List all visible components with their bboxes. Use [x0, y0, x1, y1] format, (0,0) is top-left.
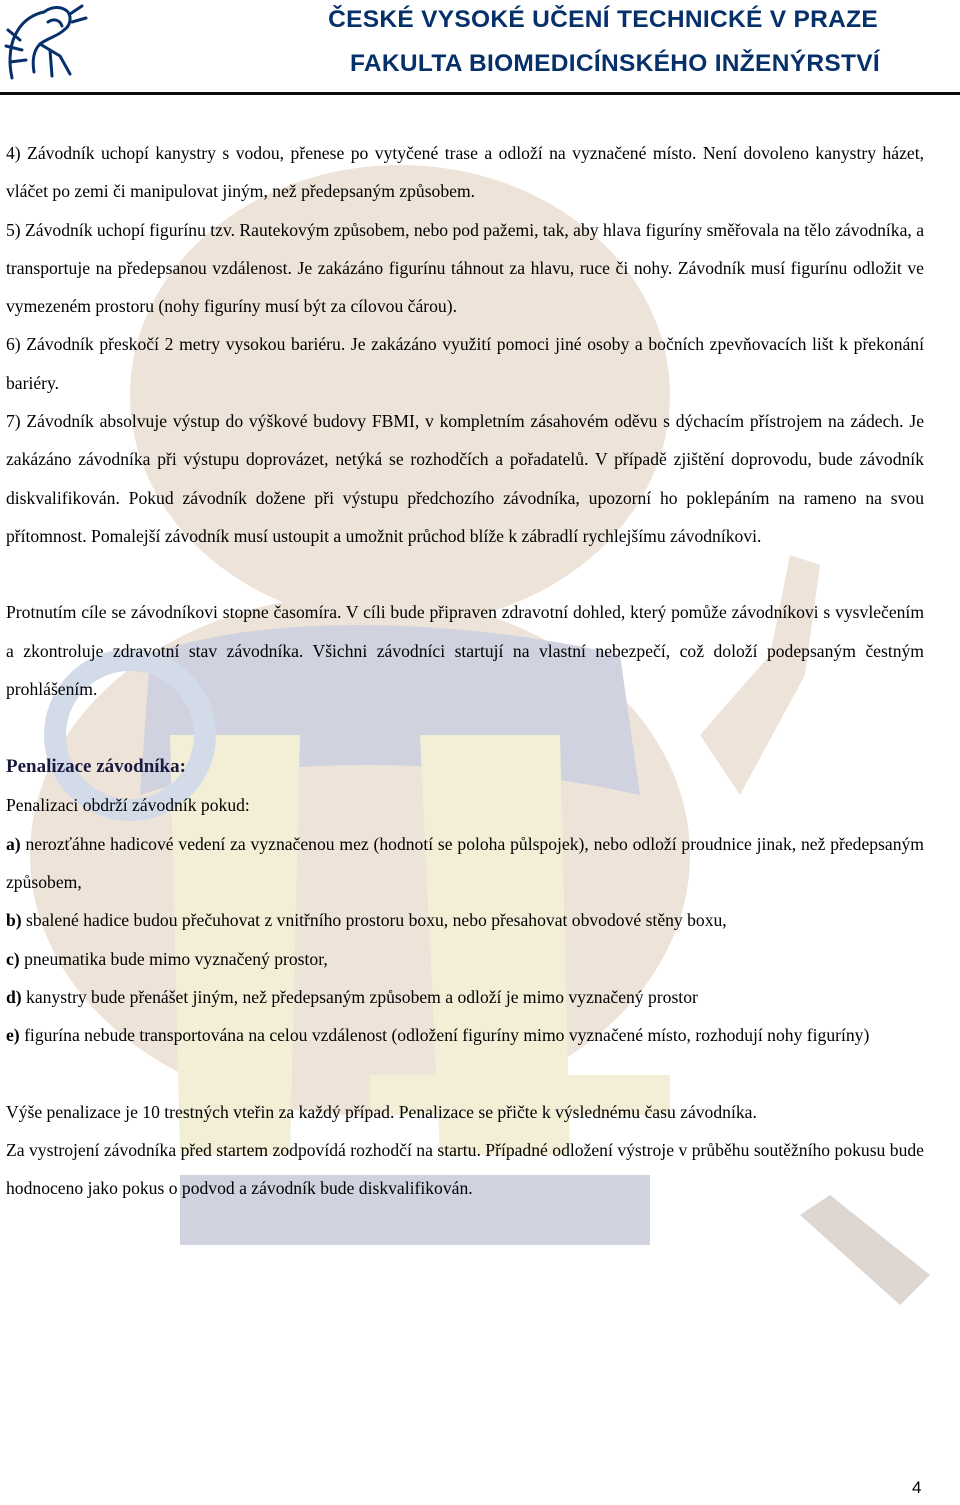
penalty-letter: d): [6, 986, 22, 1007]
rule-7-paragraph: 7) Závodník absolvuje výstup do výškové budovy FBMI, v kompletním zásahovém oděvu s dýchacím přístrojem na zádech. Je zakázáno závodníka při výstupu doprovázet, netýká se rozhodčích a pořadatelů. V případě zjištění doprovodu, bude závodník diskvalifikován. Pokud závodník dožene při výstupu předchozího závodníka, upozorní ho poklepáním na rameno na svou přítomnost. Pomalejší závodník musí ustoupit a umožnit průchod blíže k zábradlí rychlejšímu závodníkovi.: [6, 411, 924, 546]
penalty-item-d: [6, 978, 924, 1016]
penalty-text: nerozťáhne hadicové vedení za vyznačenou mez (hodnotí se poloha půlspojek), nebo odloží proudnice jinak, než předepsaným způsobem,: [6, 833, 924, 893]
document-body: [6, 134, 924, 1207]
rule-5-paragraph: 5) Závodník uchopí figurínu tzv. Rautekovým způsobem, nebo pod pažemi, tak, aby hlava figuríny směřovala na tělo závodníka, a transportuje na předepsanou vzdálenost. Je zakázáno figurínu táhnout za hlavu, ruce či nohy. Závodník musí figurínu odložit ve vymezeném prostoru (nohy figuríny musí být za cílovou čárou).: [6, 219, 924, 317]
finish-paragraph: Protnutím cíle se závodníkovi stopne časomíra. V cíli bude připraven zdravotní dohled, který pomůže závodníkovi s vysvlečením a zkontroluje zdravotní stav závodníka. Všichni závodníci startují na vlastní nebezpečí, což doloží podepsaným čestným prohlášením.: [6, 602, 924, 699]
ctu-lion-logo-icon: [0, 0, 92, 82]
penalties-heading: Penalizace závodníka:: [6, 756, 186, 778]
rule-4-paragraph: 4) Závodník uchopí kanystry s vodou, přenese po vytyčené trase a odloží na vyznačené místo. Není dovoleno kanystry házet, vláčet po zemi či manipulovat jiným, než předepsaným způsobem.: [6, 143, 924, 202]
penalty-letter: b): [6, 910, 22, 931]
penalty-item-c: [6, 940, 924, 978]
penalty-text: figurína nebude transportována na celou vzdálenost (odložení figuríny mimo vyznačené místo, rozhodují nohy figuríny): [19, 1025, 870, 1046]
rule-6-paragraph: 6) Závodník přeskočí 2 metry vysokou bariéru. Je zakázáno využití pomoci jiné osoby a bočních zpevňovacích lišt k překonání bariéry.: [6, 334, 924, 393]
penalty-letter: c): [6, 948, 20, 969]
penalty-letter: a): [6, 833, 21, 854]
penalty-text: pneumatika bude mimo vyznačený prostor,: [19, 948, 328, 969]
page-number: 4: [912, 1478, 922, 1497]
faculty-name: FAKULTA BIOMEDICÍNSKÉHO INŽENÝRSTVÍ: [349, 50, 880, 77]
penalty-item-b: [6, 901, 924, 939]
university-name: ČESKÉ VYSOKÉ UČENÍ TECHNICKÉ V PRAZE: [328, 6, 878, 33]
penalty-text: sbalené hadice budou přečuhovat z vnitřního prostoru boxu, nebo přesahovat obvodové stěny boxu,: [21, 910, 727, 931]
equipment-paragraph: Za vystrojení závodníka před startem zodpovídá rozhodčí na startu. Případné odložení výstroje v průběhu soutěžního pokusu bude hodnoceno jako pokus o podvod a závodník bude diskvalifikován.: [6, 1139, 924, 1199]
penalty-letter: e): [6, 1025, 20, 1046]
page-header: [0, 0, 960, 86]
penalty-text: kanystry bude přenášet jiným, než předepsaným způsobem a odloží je mimo vyznačený prostor: [21, 986, 698, 1007]
penalty-item-a: [6, 825, 924, 902]
penalty-item-e: [6, 1016, 924, 1054]
penalty-amount-paragraph: Výše penalizace je 10 trestných vteřin za každý případ. Penalizace se přičte k výslednému času závodníka.: [6, 1101, 757, 1122]
penalties-intro: Penalizaci obdrží závodník pokud:: [6, 795, 250, 816]
